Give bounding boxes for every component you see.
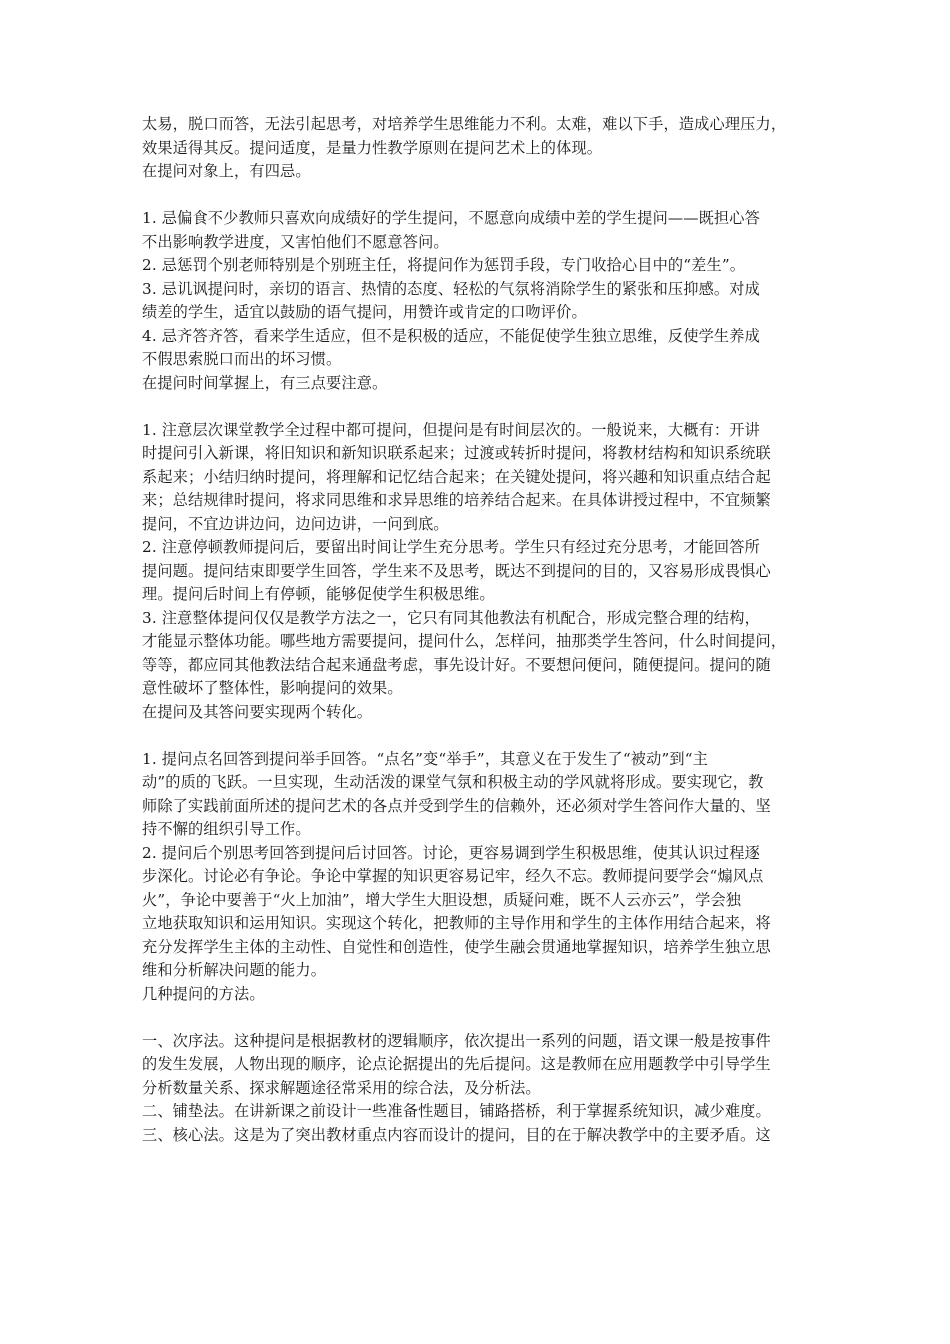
text-line: 1. 注意层次课堂教学全过程中都可提问，但提问是有时间层次的。一般说来，大概有：开讲 — [142, 420, 760, 439]
text-line: 2. 注意停顿教师提问后，要留出时间让学生充分思考。学生只有经过充分思考，才能回答所 — [142, 538, 760, 556]
text-line: 4. 忌齐答齐答，看来学生适应，但不是积极的适应，不能促使学生独立思维，反使学生养成 — [142, 326, 760, 345]
text-line: 师除了实践前面所述的提问艺术的各点并受到学生的信赖外，还必须对学生答问作大量的、坚 — [142, 796, 771, 815]
text-line: 一、次序法。这种提问是根据教材的逻辑顺序，依次提出一系列的问题，语文课一般是按事件 — [142, 1031, 771, 1050]
text-line: 在提问对象上，有四忌。 — [142, 162, 311, 180]
blank-line — [142, 184, 854, 208]
text-line: 持不懈的组织引导工作。 — [142, 820, 311, 838]
text-line: 在提问及其答问要实现两个转化。 — [142, 702, 373, 721]
text-line: 2. 提问后个别思考回答到提问后讨回答。讨论，更容易调到学生积极思维，使其认识过程逐 — [142, 843, 760, 862]
text-line: 理。提问后时间上有停顿，能够促使学生积极思维。 — [142, 585, 495, 603]
text-line: 三、核心法。这是为了突出教材重点内容而设计的提问，目的在于解决教学中的主要矛盾。这 — [142, 1125, 771, 1144]
text-line: 不出影响教学进度，又害怕他们不愿意答问。 — [142, 232, 449, 251]
text-line: 充分发挥学生主体的主动性、自觉性和创造性，使学生融会贯通地掌握知识，培养学生独立思 — [142, 937, 771, 956]
text-line: 绩差的学生，适宜以鼓励的语气提问，用赞许或肯定的口吻评价。 — [142, 303, 587, 321]
text-line: 的发生发展，人物出现的顺序，论点论据提出的先后提问。这是教师在应用题教学中引导学生 — [142, 1055, 771, 1073]
text-line: 等等，都应同其他教法结合起来通盘考虑，事先设计好。不要想问便问，随便提问。提问的随 — [142, 655, 771, 674]
text-line: 时提问引入新课，将旧知识和新知识联系起来；过渡或转折时提问，将教材结构和知识系统联 — [142, 444, 771, 462]
text-line: 1. 提问点名回答到提问举手回答。“点名”变“举手”，其意义在于发生了“被动”到“主 — [142, 749, 708, 768]
text-line: 提问，不宜边讲边问，边问边讲，一问到底。 — [142, 514, 449, 533]
text-line: 意性破坏了整体性，影响提问的效果。 — [142, 679, 403, 697]
text-line: 在提问时间掌握上，有三点要注意。 — [142, 373, 388, 392]
text-line: 太易，脱口而答，无法引起思考，对培养学生思维能力不利。太难，难以下手，造成心理压力， — [142, 115, 787, 133]
text-line: 2. 忌惩罚个别老师特别是个别班主任，将提问作为惩罚手段，专门收拾心目中的“差生”。 — [142, 256, 746, 274]
text-line: 来；总结规律时提问，将求同思维和求异思维的培养结合起来。在具体讲授过程中，不宜频繁 — [142, 491, 771, 509]
text-line: 火”，争论中要善于“火上加油”，增大学生大胆设想，质疑问难，既不人云亦云”，学会独 — [142, 890, 742, 909]
text-line: 动”的质的飞跃。一旦实现，生动活泼的课堂气氛和积极主动的学风就将形成。要实现它，教 — [142, 773, 764, 791]
blank-line — [142, 395, 854, 419]
text-line: 提问题。提问结束即要学生回答，学生来不及思考，既达不到提问的目的，又容易形成畏惧心 — [142, 561, 771, 580]
text-line: 系起来；小结归纳时提问，将理解和记忆结合起来；在关键处提问，将兴趣和知识重点结合起 — [142, 467, 771, 486]
text-line: 不假思索脱口而出的坏习惯。 — [142, 350, 342, 368]
text-line: 几种提问的方法。 — [142, 984, 265, 1003]
text-line: 才能显示整体功能。哪些地方需要提问，提问什么，怎样问，抽那类学生答问，什么时间提问， — [142, 632, 787, 650]
text-line: 3. 忌讥讽提问时，亲切的语言、热情的态度、轻松的气氛将消除学生的紧张和压抑感。对成 — [142, 279, 760, 298]
text-line: 维和分析解决问题的能力。 — [142, 961, 327, 979]
text-line: 二、铺垫法。在讲新课之前设计一些准备性题目，铺路搭桥，利于掌握系统知识，减少难度。 — [142, 1102, 771, 1120]
text-line: 步深化。讨论必有争论。争论中掌握的知识更容易记牢，经久不忘。教师提问要学会“煽风点 — [142, 867, 764, 885]
document-page — [142, 113, 854, 1147]
text-line: 立地获取知识和运用知识。实现这个转化，把教师的主导作用和学生的主体作用结合起来，将 — [142, 914, 771, 932]
text-line: 效果适得其反。提问适度，是量力性教学原则在提问艺术上的体现。 — [142, 138, 603, 157]
blank-line — [142, 724, 854, 748]
text-line: 分析数量关系、探求解题途径常采用的综合法，及分析法。 — [142, 1078, 541, 1097]
blank-line — [142, 1006, 854, 1030]
text-line: 1. 忌偏食不少教师只喜欢向成绩好的学生提问，不愿意向成绩中差的学生提问——既担心答 — [142, 209, 760, 227]
text-line: 3. 注意整体提问仅仅是教学方法之一，它只有同其他教法有机配合，形成完整合理的结构， — [142, 608, 760, 627]
